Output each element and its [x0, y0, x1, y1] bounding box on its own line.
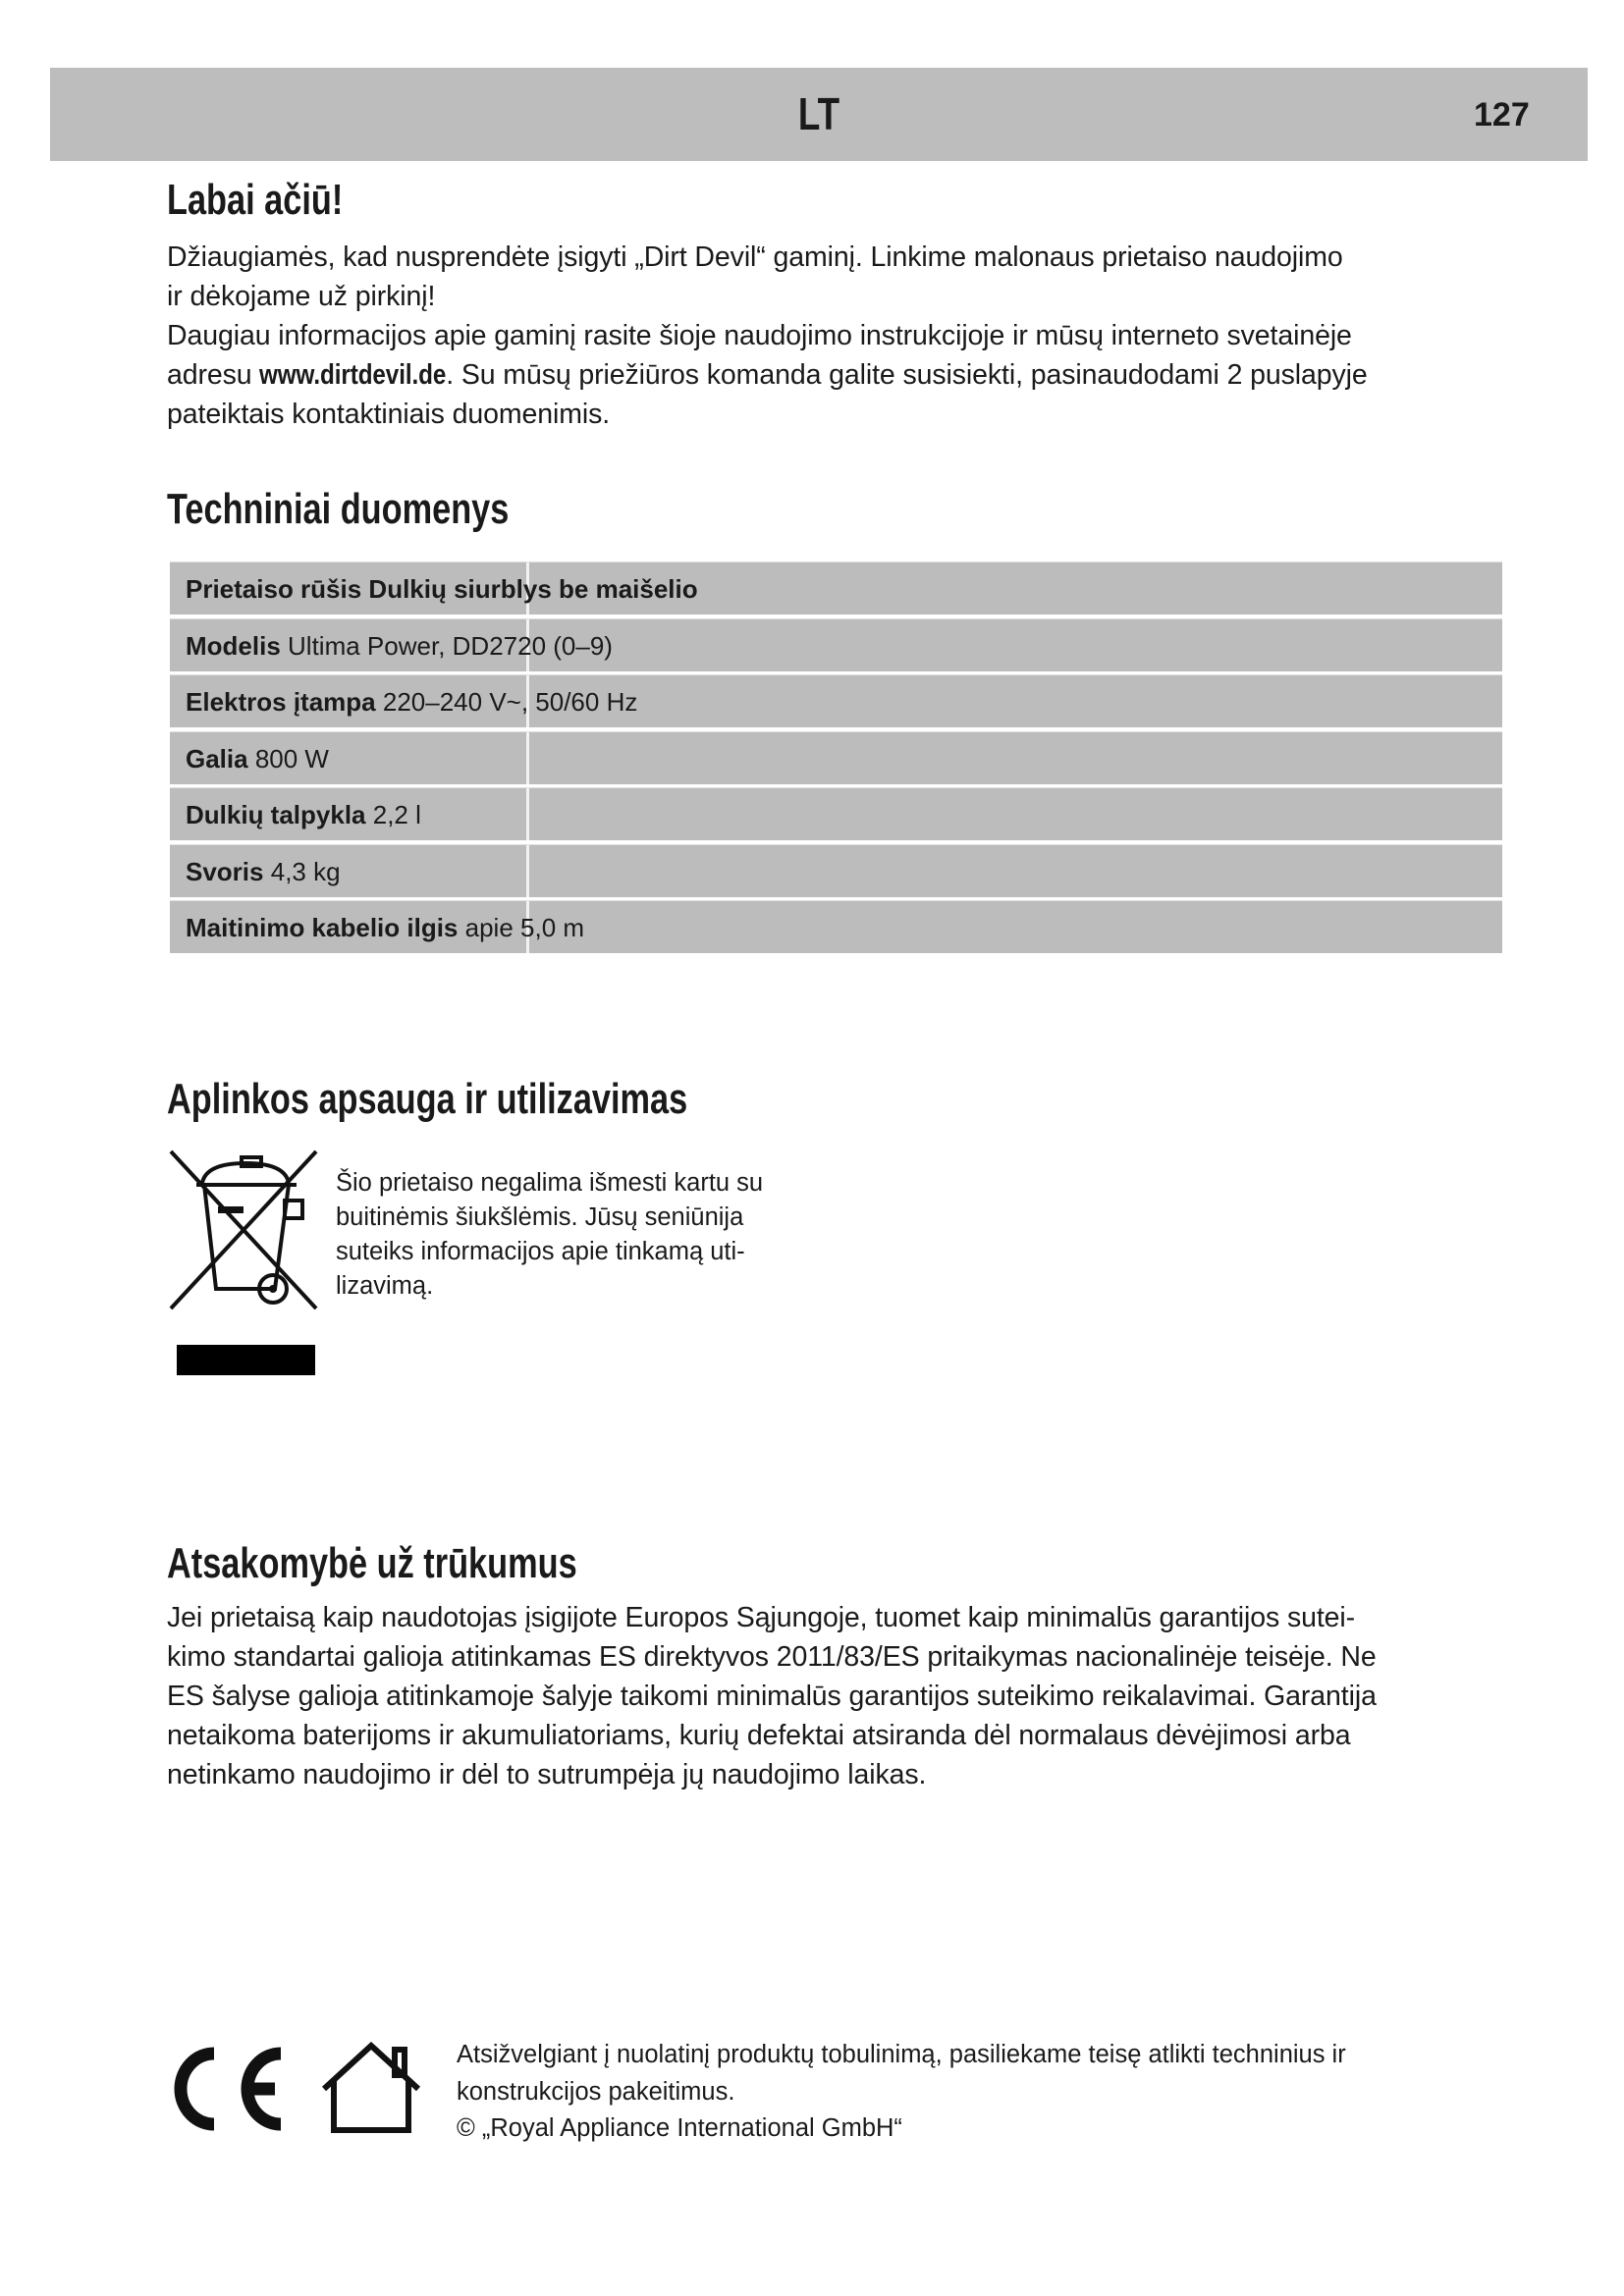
warranty-paragraph [167, 1598, 1377, 1794]
copyright: © „Royal Appliance International GmbH“ [457, 2114, 902, 2142]
section-title-tech: Techniniai duomenys [167, 485, 510, 533]
text-line: netinkamo naudojimo ir dėl to sutrumpėja jų naudojimo laikas. [167, 1759, 927, 1790]
website-link[interactable]: www.dirtdevil.de [259, 359, 447, 391]
text-line: Džiaugiamės, kad nusprendėte įsigyti „Dirt Devil“ gaminį. Linkime malonaus prietaiso naudojimo [167, 241, 1343, 273]
tech-data-table [170, 561, 1502, 957]
crossed-out-wheelie-bin-icon [167, 1144, 329, 1379]
text-line: buitinėmis šiukšlėmis. Jūsų seniūnija [336, 1203, 744, 1231]
row-value: apie 5,0 m [464, 913, 585, 942]
footer-text [457, 2037, 1346, 2148]
section-title-environment: Aplinkos apsauga ir utilizavimas [167, 1075, 688, 1123]
text: . Su mūsų priežiūros komanda galite susisiekti, pasinaudodami 2 puslapyje [446, 359, 1368, 391]
row-label: Dulkių talpykla [186, 800, 366, 829]
table-row [170, 844, 1502, 897]
section-title-thanks: Labai ačiū! [167, 176, 344, 224]
text-line [167, 355, 1368, 395]
text-line: ES šalyse galioja atitinkamoje šalyje taikomi minimalūs garantijos suteikimo reikalavimai. Garantija [167, 1681, 1377, 1712]
thanks-paragraph [167, 238, 1368, 434]
row-label: Modelis [186, 630, 281, 661]
text-line: lizavimą. [336, 1272, 434, 1300]
text-line: konstrukcijos pakeitimus. [457, 2077, 735, 2106]
row-label: Svoris [186, 856, 264, 886]
environment-text [336, 1166, 763, 1304]
row-label: Maitinimo kabelio ilgis [186, 913, 459, 942]
row-label: Elektros įtampa [186, 687, 376, 717]
table-row [170, 674, 1502, 727]
text: adresu [167, 359, 260, 391]
text-line: ir dėkojame už pirkinį! [167, 281, 436, 312]
text-line: netaikoma baterijoms ir akumuliatoriams, kurių defektai atsiranda dėl normalaus dėvėjimosi arba [167, 1720, 1351, 1751]
section-title-warranty: Atsakomybė už trūkumus [167, 1539, 577, 1587]
page-number: 127 [1474, 96, 1530, 133]
row-value: 800 W [254, 743, 329, 774]
table-row [170, 787, 1502, 840]
text-line: Atsižvelgiant į nuolatinį produktų tobulinimą, pasiliekame teisę atlikti techninius ir [457, 2041, 1346, 2068]
ce-mark-icon [165, 2042, 430, 2136]
text-line: Daugiau informacijos apie gaminį rasite šioje naudojimo instrukcijoje ir mūsų interneto svetainėje [167, 320, 1352, 351]
text-line: Jei prietaisą kaip naudotojas įsigijote Europos Sąjungoje, tuomet kaip minimalūs garantijos sutei- [167, 1602, 1356, 1633]
text-line: pateiktais kontaktiniais duomenimis. [167, 399, 611, 430]
text-line: suteiks informacijos apie tinkamą uti- [336, 1238, 745, 1265]
row-label: Prietaiso rūšis Dulkių siurblys be maišelio [186, 574, 698, 604]
table-row [170, 561, 1502, 614]
house-icon [324, 2046, 418, 2130]
row-value: 4,3 kg [270, 856, 341, 886]
row-label: Galia [186, 743, 248, 774]
page-header [50, 68, 1588, 161]
row-value: 2,2 l [372, 800, 421, 829]
table-row [170, 731, 1502, 784]
row-value: Ultima Power, DD2720 (0–9) [288, 630, 613, 661]
table-row [170, 618, 1502, 671]
row-value: 220–240 V~, 50/60 Hz [382, 687, 638, 717]
table-row [170, 900, 1502, 953]
text-line: kimo standartai galioja atitinkamas ES direktyvos 2011/83/ES pritaikymas nacionalinėje teisėje. Ne [167, 1641, 1377, 1673]
language-code: LT [797, 88, 840, 139]
text-line: Šio prietaiso negalima išmesti kartu su [336, 1169, 764, 1197]
